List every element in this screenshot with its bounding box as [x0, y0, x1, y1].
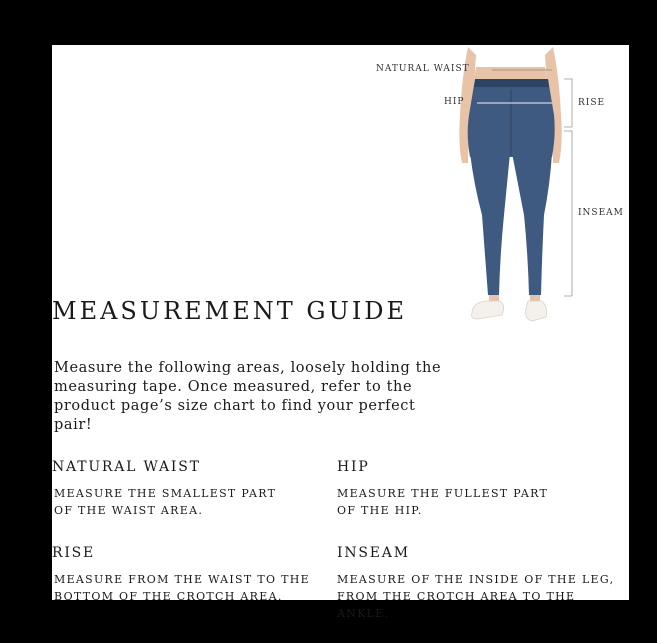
hip-label: HIP	[444, 97, 465, 107]
natural-waist-description: MEASURE THE SMALLEST PART OF THE WAIST AREA.	[54, 487, 277, 517]
natural-waist-heading: NATURAL WAIST	[52, 459, 201, 475]
jeans-right-leg	[512, 153, 552, 295]
hip-heading: HIP	[337, 459, 370, 475]
left-shoe	[472, 301, 504, 319]
jeans-measurement-diagram	[376, 45, 629, 345]
inseam-heading: INSEAM	[337, 545, 410, 561]
rise-bracket	[564, 79, 572, 127]
jeans-left-leg	[470, 153, 510, 295]
model-illustration	[382, 45, 629, 345]
inseam-description: MEASURE OF THE INSIDE OF THE LEG, FROM THE CROTCH AREA TO THE ANKLE.	[337, 573, 615, 620]
jeans-waistband	[474, 79, 549, 87]
waist-skin	[474, 67, 547, 79]
rise-heading: RISE	[52, 545, 96, 561]
intro-text: Measure the following areas, loosely holding the measuring tape. Once measured, refer to the product page’s size chart to find your perfect pair!	[54, 360, 442, 433]
inseam-label: INSEAM	[578, 208, 624, 218]
right-shoe	[526, 301, 547, 321]
rise-label: RISE	[578, 98, 606, 108]
rise-description: MEASURE FROM THE WAIST TO THE BOTTOM OF THE CROTCH AREA.	[54, 573, 310, 603]
natural-waist-label: NATURAL WAIST	[376, 64, 470, 74]
measurement-guide-panel	[52, 45, 629, 620]
hip-description: MEASURE THE FULLEST PART OF THE HIP.	[337, 487, 549, 517]
page-title: MEASUREMENT GUIDE	[52, 297, 408, 325]
inseam-bracket	[564, 131, 572, 296]
